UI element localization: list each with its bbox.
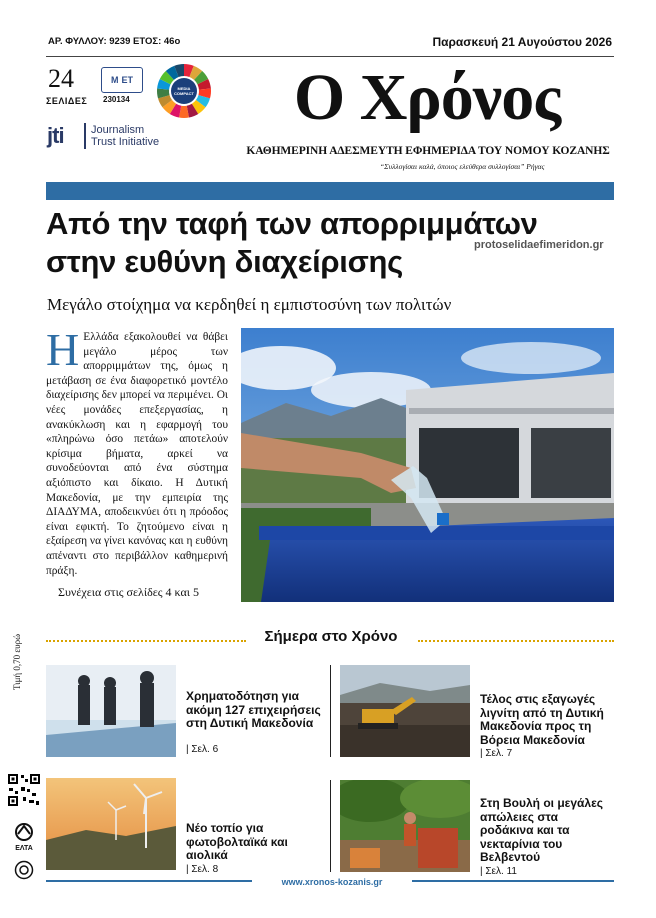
- story-3-page: | Σελ. 8: [186, 864, 219, 875]
- story-2-title[interactable]: Τέλος στις εξαγωγές λιγνίτη από τη Δυτική Μακεδονία προς τη Βόρεια Μακεδονία: [480, 692, 604, 747]
- badge-m-text: Μ: [110, 75, 119, 85]
- story-1-photo-business: [46, 665, 176, 757]
- elta-postal-logo: [13, 822, 35, 854]
- page-count: 24: [48, 64, 74, 93]
- lead-deck: Μεγάλο στοίχημα να κερδηθεί η εμπιστοσύνη των πολιτών: [47, 295, 452, 314]
- jti-logo: jti: [47, 123, 64, 148]
- story-3-photo-wind-turbines: [46, 778, 176, 870]
- lead-body-text: Ελλάδα εξακολουθεί να θάβει μεγάλο μέρος των απορριμμάτων της, όμως η μετάβαση σε ένα διαφορετικό μοντέλο διαχείρισης δεν μπορεί να περιμένει. Οι νέες μονάδες επεξεργασίας, η ανακύκλωση και η εφαρμογή του «πληρώνω όσο πετάω» αποτελούν κρίσιμα βήματα, αρκεί να συνοδεύονται από ένα σύστημα αξιόπιστο και δίκαιο. Η Δυτική Μακεδονία, με την εμπειρία της ΔΙΑΔΥΜΑ, αποδεικνύει ότι η πρόοδος είναι εφικτή. Το ζητούμενο είναι η εξαίρεση να γίνει κανόνας και η ευθύνη απέναντι στο περιβάλλον καθημερινή πράξη.: [46, 331, 228, 577]
- drop-cap: Η: [46, 324, 80, 375]
- source-watermark: protoselidaefimeridon.gr: [474, 239, 604, 251]
- section-title: Σήμερα στο Χρόνο: [264, 628, 398, 645]
- page-count-label: ΣΕΛΙΔΕΣ: [46, 96, 88, 106]
- story-4-photo-peach-harvest: [340, 780, 470, 872]
- sdg-media-compact-logo: [156, 63, 212, 119]
- elta-text: ΕΛΤΑ: [15, 845, 33, 852]
- newspaper-title: Ο Χρόνος: [293, 61, 561, 134]
- story-4-title[interactable]: Στη Βουλή οι μεγάλες απώλειες στα ροδάκινα και τα νεκταρίνια του Βελβεντού: [480, 796, 604, 864]
- svg-text:MEDIA: MEDIA: [177, 86, 191, 91]
- jti-line-1: Journalism: [91, 124, 145, 136]
- newspaper-subtitle: ΚΑΘΗΜΕΡΙΝΗ ΑΔΕΣΜΕΥΤΗ ΕΦΗΜΕΡΙΔΑ ΤΟΥ ΝΟΜΟΥ ΚΟΖΑΝΗΣ: [246, 145, 610, 157]
- story-divider-bottom: [330, 780, 331, 872]
- story-4-page: | Σελ. 11: [480, 866, 517, 877]
- story-1-title[interactable]: Χρηματοδότηση για ακόμη 127 επιχειρήσεις στη Δυτική Μακεδονία: [186, 689, 321, 730]
- story-2-page: | Σελ. 7: [480, 748, 513, 759]
- qr-code[interactable]: [7, 773, 41, 807]
- continued-note[interactable]: Συνέχεια στις σελίδες 4 και 5: [58, 585, 199, 599]
- story-1-page: | Σελ. 6: [186, 744, 219, 755]
- jti-divider: [84, 123, 86, 149]
- registry-number: 230134: [103, 95, 130, 104]
- jti-text: [91, 124, 159, 148]
- jti-line-2: Trust Initiative: [91, 136, 160, 148]
- newspaper-slogan: “Συλλογίσαι καλά, όποιος ελεύθερα συλλογίσαι” Ρήγας: [380, 162, 545, 171]
- story-divider-top: [330, 665, 331, 757]
- registry-badge: [101, 67, 143, 93]
- recycle-seal-icon: [14, 860, 34, 880]
- section-rule-left: [46, 640, 246, 642]
- lead-headline-line-2: στην ευθύνη διαχείρισης: [46, 244, 403, 279]
- svg-text:COMPACT: COMPACT: [174, 91, 194, 96]
- website-link[interactable]: www.xronos-kozanis.gr: [252, 877, 412, 887]
- story-3-title[interactable]: Νέο τοπίο για φωτοβολταϊκά και αιολικά: [186, 821, 288, 862]
- lead-photo-recycling-bin: [241, 328, 614, 602]
- section-rule-right: [418, 640, 614, 642]
- lead-headline-line-1: Από την ταφή των απορριμμάτων: [46, 206, 538, 241]
- header-color-bar: [46, 182, 614, 200]
- lead-body: [46, 324, 228, 578]
- badge-et-text: ΕΤ: [121, 75, 133, 85]
- story-2-photo-lignite-mine: [340, 665, 470, 757]
- price-label: Τιμή 0,70 ευρώ: [12, 633, 22, 690]
- issue-date: Παρασκευή 21 Αυγούστου 2026: [432, 35, 612, 49]
- issue-info: ΑΡ. ΦΥΛΛΟΥ: 9239 ΕΤΟΣ: 46ο: [48, 36, 181, 47]
